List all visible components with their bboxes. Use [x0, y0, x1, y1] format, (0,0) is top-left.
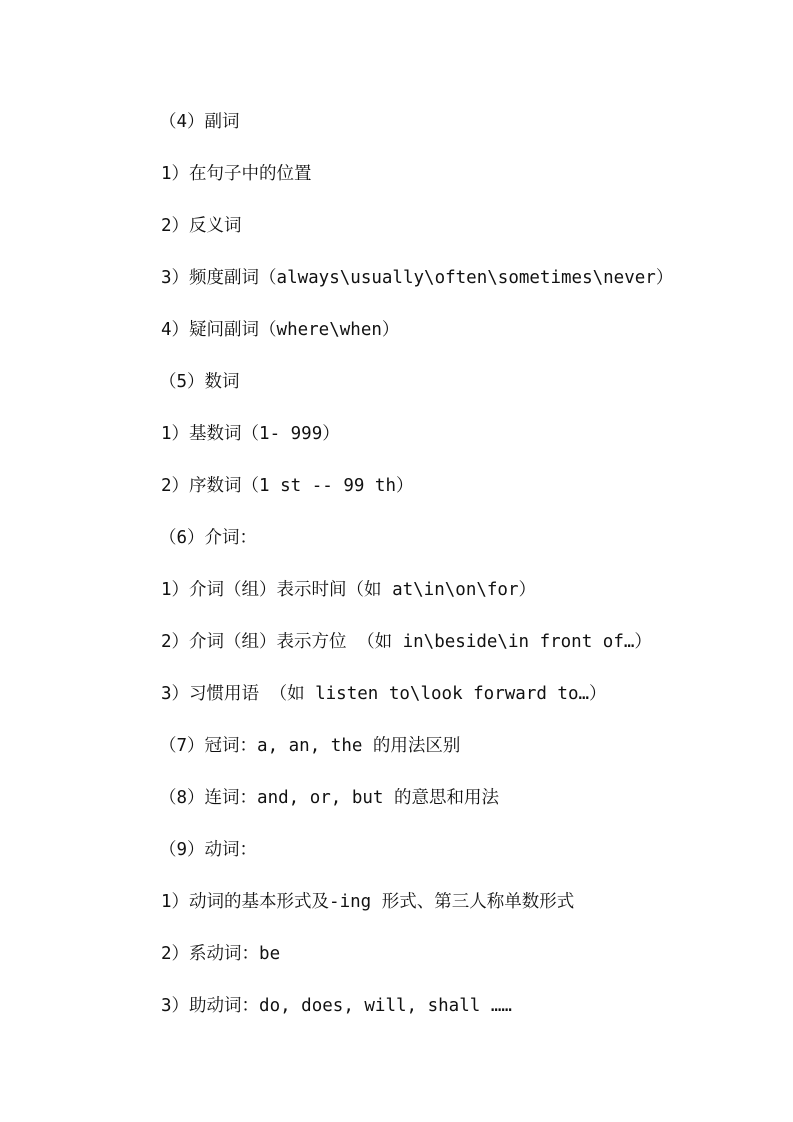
list-item: 3）助动词：do, does, will, shall …… [161, 996, 512, 1016]
list-item: 2）介词（组）表示方位 （如 in\beside\in front of…） [161, 632, 652, 652]
list-item: 2）序数词（1 st -- 99 th） [161, 476, 414, 496]
list-item: 1）基数词（1- 999） [161, 424, 340, 444]
heading-verb: （9）动词： [159, 840, 258, 860]
heading-numeral: （5）数词 [159, 372, 240, 392]
list-item: 2）反义词 [161, 216, 242, 236]
list-item: 1）动词的基本形式及-ing 形式、第三人称单数形式 [161, 892, 575, 912]
list-item: 3）习惯用语 （如 listen to\look forward to…） [161, 684, 607, 704]
list-item: 1）介词（组）表示时间（如 at\in\on\for） [161, 580, 537, 600]
heading-preposition: （6）介词： [159, 528, 258, 548]
document-body [159, 106, 759, 1042]
list-item: 1）在句子中的位置 [161, 164, 312, 184]
list-item: 3）频度副词（always\usually\often\sometimes\never） [161, 268, 674, 288]
heading-conjunction: （8）连词：and, or, but 的意思和用法 [159, 788, 500, 808]
heading-adverb: （4）副词 [159, 112, 240, 132]
heading-article: （7）冠词：a, an, the 的用法区别 [159, 736, 461, 756]
list-item: 4）疑问副词（where\when） [161, 320, 400, 340]
list-item: 2）系动词：be [161, 944, 281, 964]
